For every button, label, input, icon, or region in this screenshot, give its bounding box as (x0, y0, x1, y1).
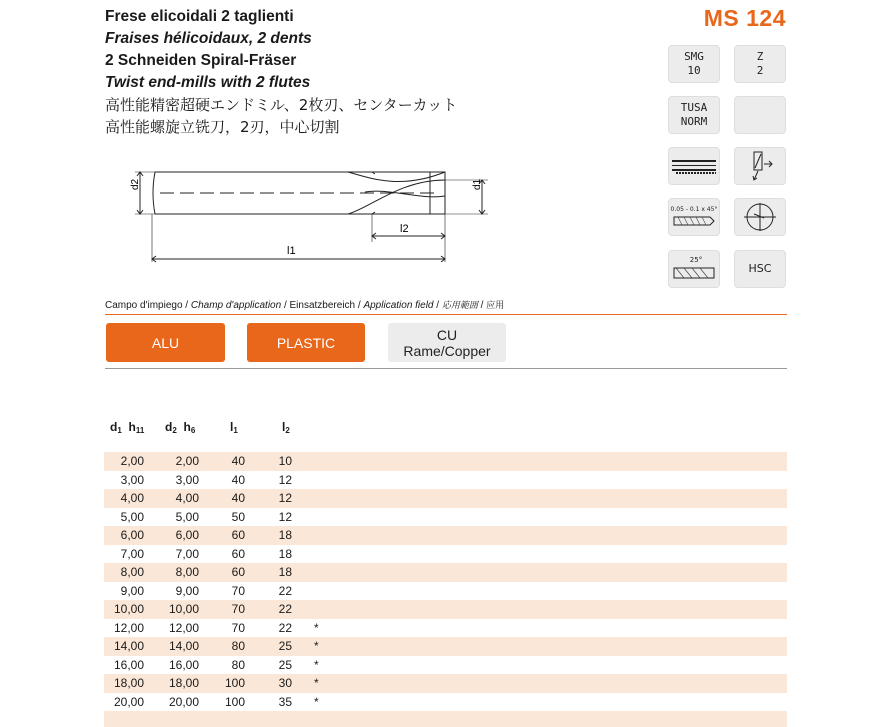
header-l1 (230, 420, 238, 435)
cell-l2: 12 (278, 472, 292, 487)
cell-d2: 20,00 (168, 694, 199, 709)
center-cut-icon (734, 147, 786, 185)
header-h11-sub: 11 (135, 426, 145, 435)
norm-label: NORM (680, 115, 708, 128)
cell-d1: 8,00 (120, 565, 144, 579)
material-cu-label: CU (436, 326, 458, 343)
cell-d1: 12,00 (113, 620, 144, 635)
cell-l2: 18 (278, 528, 292, 542)
field-slash: / (185, 300, 189, 311)
cell-d1: 18,00 (113, 676, 144, 690)
end-mill-drawing (100, 150, 500, 275)
title-italian: Frese elicoidali 2 taglienti (105, 8, 294, 25)
cell-note: * (314, 694, 319, 709)
cell-l1: 80 (231, 657, 245, 672)
hsc-label: HSC (748, 262, 772, 275)
cell-l1: 60 (231, 546, 245, 561)
empty-badge (734, 96, 786, 134)
l2-label: l2 (400, 223, 409, 235)
application-field-heading (105, 298, 787, 315)
header-h6-sub: 6 (190, 426, 196, 435)
title-french: Fraises hélicoidaux, 2 dents (105, 30, 312, 47)
cell-d1: 3,00 (120, 472, 144, 487)
title-english: Twist end-mills with 2 flutes (105, 74, 311, 91)
crosshair-icon (734, 198, 786, 236)
cell-d2: 12,00 (168, 620, 199, 635)
chamfer-badge (668, 198, 720, 236)
material-plastic-label: PLASTIC (276, 334, 336, 351)
cell-note: * (314, 620, 319, 635)
header-l2 (282, 420, 290, 435)
product-code: MS 124 (703, 5, 786, 31)
material-alu-label: ALU (151, 334, 180, 351)
field-it: Campo d'impiego (105, 300, 183, 311)
flutes-badge (734, 45, 786, 83)
cell-l2: 35 (278, 694, 292, 709)
field-slash: / (357, 300, 361, 311)
table-row (104, 693, 787, 712)
field-de: Einsatzbereich (289, 300, 356, 311)
tusa-norm-badge (668, 96, 720, 134)
header-l2-text: l (282, 420, 286, 434)
tusa-label: TUSA (680, 101, 708, 114)
header-d1: d (110, 420, 118, 434)
smg-badge (668, 45, 720, 83)
cell-l1: 70 (231, 620, 245, 635)
table-row (104, 674, 787, 693)
cell-l1: 100 (224, 676, 245, 690)
dimensions-table (104, 452, 787, 727)
cell-l2: 25 (278, 639, 292, 653)
header-d2: d (165, 420, 173, 434)
table-row (104, 471, 787, 490)
header-d1-h11 (110, 420, 144, 435)
cell-d1: 10,00 (113, 602, 144, 616)
cell-l1: 70 (231, 583, 245, 598)
header-h6: h (183, 420, 191, 434)
table-row (104, 656, 787, 675)
material-copper-label: Rame/Copper (403, 342, 491, 359)
table-row (104, 489, 787, 508)
cell-l1: 70 (231, 602, 245, 616)
material-copper (388, 323, 506, 362)
hsc-badge (734, 250, 786, 288)
cell-l2: 12 (278, 509, 292, 524)
cell-d2: 4,00 (175, 491, 199, 505)
table-row (104, 545, 787, 564)
cell-d1: 9,00 (120, 583, 144, 598)
table-row (104, 637, 787, 656)
tolerance-icon (668, 147, 720, 185)
cell-l1: 60 (231, 565, 245, 579)
header-d2-h6 (165, 420, 195, 435)
divider (105, 368, 787, 369)
z-label: Z (756, 50, 764, 63)
field-en: Application field (363, 300, 434, 311)
table-row (104, 600, 787, 619)
cell-l2: 22 (278, 583, 292, 598)
smg-value: 10 (687, 64, 701, 77)
material-alu (106, 323, 225, 362)
field-slash: / (480, 300, 484, 311)
cell-d2: 18,00 (168, 676, 199, 690)
cell-l1: 50 (231, 509, 245, 524)
cell-d1: 20,00 (113, 694, 144, 709)
smg-label: SMG (684, 50, 704, 63)
field-zh: 应用 (486, 301, 505, 311)
cell-l1: 100 (224, 694, 245, 709)
cell-l2: 10 (278, 454, 292, 468)
cell-note: * (314, 676, 319, 690)
cell-d2: 8,00 (175, 565, 199, 579)
cell-l1: 40 (231, 454, 245, 468)
cell-note: * (314, 657, 319, 672)
cell-l2: 22 (278, 620, 292, 635)
cell-d2: 16,00 (168, 657, 199, 672)
cell-d2: 7,00 (175, 546, 199, 561)
cell-d1: 2,00 (120, 454, 144, 468)
header-l2-sub: 2 (285, 426, 290, 435)
helix-angle-badge (668, 250, 720, 288)
table-row (104, 452, 787, 471)
cell-l1: 80 (231, 639, 245, 653)
helix-angle-text: 25° (689, 256, 703, 264)
cell-l2: 25 (278, 657, 292, 672)
title-chinese: 高性能螺旋立铣刀，2刃，中心切割 (105, 118, 340, 136)
cell-d2: 10,00 (168, 602, 199, 616)
material-plastic (247, 323, 365, 362)
header-d2-sub: 2 (172, 426, 177, 435)
header-d1-sub: 1 (117, 426, 122, 435)
cell-d2: 2,00 (175, 454, 199, 468)
cell-d1: 6,00 (120, 528, 144, 542)
field-slash: / (283, 300, 287, 311)
cell-l1: 40 (231, 491, 245, 505)
cell-d2: 14,00 (168, 639, 199, 653)
cell-l1: 60 (231, 528, 245, 542)
cell-d1: 16,00 (113, 657, 144, 672)
cell-l1: 40 (231, 472, 245, 487)
table-row (104, 526, 787, 545)
cell-l2: 18 (278, 565, 292, 579)
cell-l2: 30 (278, 676, 292, 690)
title-japanese: 高性能精密超硬エンドミル、2枚刃、センターカット (105, 96, 458, 114)
title-block (105, 6, 457, 138)
table-row (104, 619, 787, 638)
z-value: 2 (756, 64, 764, 77)
table-row (104, 508, 787, 527)
table-row (104, 563, 787, 582)
field-fr: Champ d'application (190, 300, 282, 311)
table-row (104, 582, 787, 601)
header-l1-text: l (230, 420, 234, 434)
cell-l2: 18 (278, 546, 292, 561)
l1-label: l1 (287, 245, 296, 257)
cell-d1: 5,00 (120, 509, 144, 524)
cell-d1: 7,00 (120, 546, 144, 561)
title-german: 2 Schneiden Spiral-Fräser (105, 52, 297, 69)
cell-l2: 22 (278, 602, 292, 616)
cell-d2: 9,00 (175, 583, 199, 598)
d2-label: d2 (130, 178, 141, 190)
cell-d2: 5,00 (175, 509, 199, 524)
table-row (104, 711, 787, 727)
cell-note: * (314, 639, 319, 653)
cell-d1: 14,00 (113, 639, 144, 653)
field-slash: / (436, 300, 440, 311)
cell-d1: 4,00 (120, 491, 144, 505)
d1-label: d1 (472, 178, 483, 190)
cell-l2: 12 (278, 491, 292, 505)
header-h11: h (128, 420, 136, 434)
header-l1-sub: 1 (233, 426, 238, 435)
cell-d2: 6,00 (175, 528, 199, 542)
chamfer-text: 0.05 - 0.1 x 45° (670, 206, 718, 213)
field-ja: 応用範囲 (441, 301, 478, 311)
cell-d2: 3,00 (175, 472, 199, 487)
